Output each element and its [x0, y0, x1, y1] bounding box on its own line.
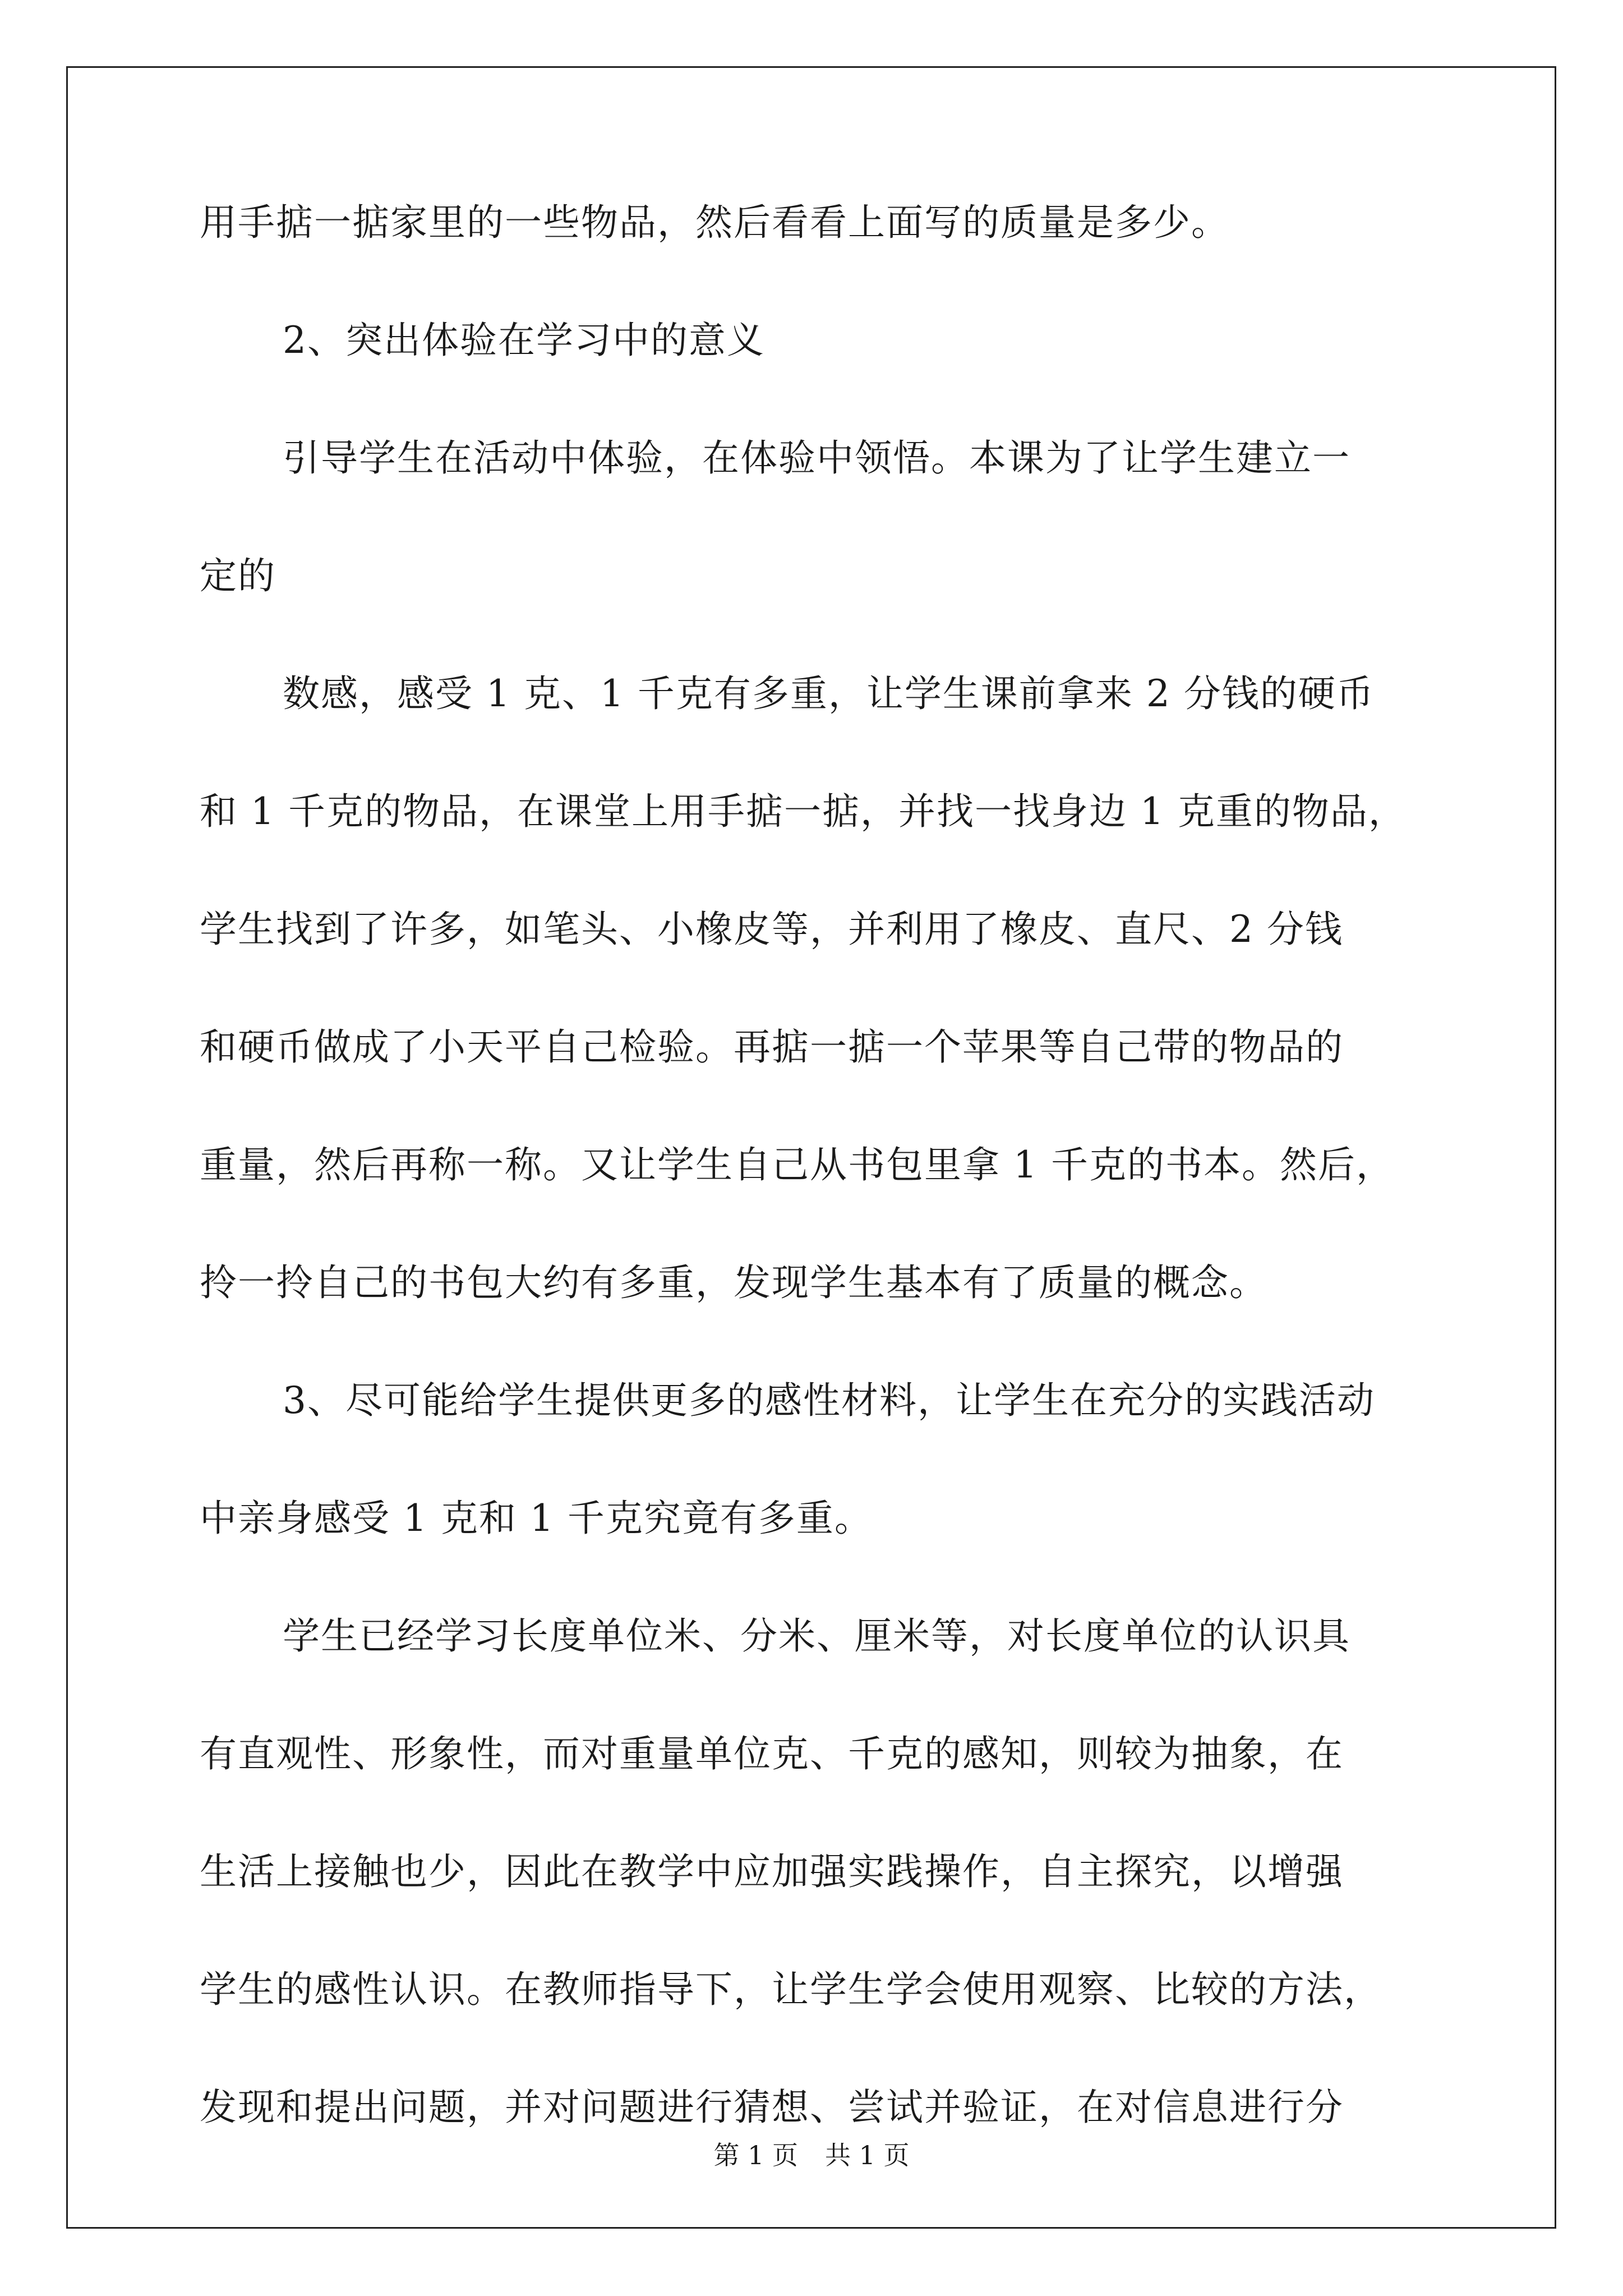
- text-line: 学生的感性认识。在教师指导下，让学生学会使用观察、比较的方法，: [200, 1968, 1382, 2011]
- page-total: 共 1 页: [825, 2140, 910, 2170]
- text-line: 学生找到了许多，如笔头、小橡皮等，并利用了橡皮、直尺、2 分钱: [200, 908, 1343, 951]
- text-line: 定的: [200, 554, 276, 597]
- page-footer: [0, 2138, 1623, 2172]
- text-line: 用手掂一掂家里的一些物品，然后看看上面写的质量是多少。: [200, 201, 1229, 244]
- text-line: 发现和提出问题，并对问题进行猜想、尝试并验证，在对信息进行分: [200, 2086, 1344, 2129]
- text-line: 有直观性、形象性，而对重量单位克、千克的感知，则较为抽象，在: [200, 1732, 1344, 1775]
- text-line: 3、尽可能给学生提供更多的感性材料，让学生在充分的实践活动: [283, 1379, 1375, 1422]
- text-line: 和 1 千克的物品，在课堂上用手掂一掂，并找一找身边 1 克重的物品，: [200, 790, 1407, 833]
- text-line: 拎一拎自己的书包大约有多重，发现学生基本有了质量的概念。: [200, 1261, 1267, 1304]
- text-line: 数感，感受 1 克、1 千克有多重，让学生课前拿来 2 分钱的硬币: [283, 672, 1375, 715]
- text-line: 2、突出体验在学习中的意义: [283, 319, 765, 362]
- text-line: 和硬币做成了小天平自己检验。再掂一掂一个苹果等自己带的物品的: [200, 1025, 1344, 1069]
- text-line: 中亲身感受 1 克和 1 千克究竟有多重。: [200, 1497, 873, 1540]
- page-number: 第 1 页: [713, 2140, 798, 2170]
- text-line: 生活上接触也少，因此在教学中应加强实践操作，自主探究，以增强: [200, 1850, 1344, 1893]
- text-line: 引导学生在活动中体验，在体验中领悟。本课为了让学生建立一: [283, 436, 1350, 480]
- text-line: 重量，然后再称一称。又让学生自己从书包里拿 1 千克的书本。然后，: [200, 1143, 1394, 1186]
- text-line: 学生已经学习长度单位米、分米、厘米等，对长度单位的认识具: [283, 1614, 1350, 1658]
